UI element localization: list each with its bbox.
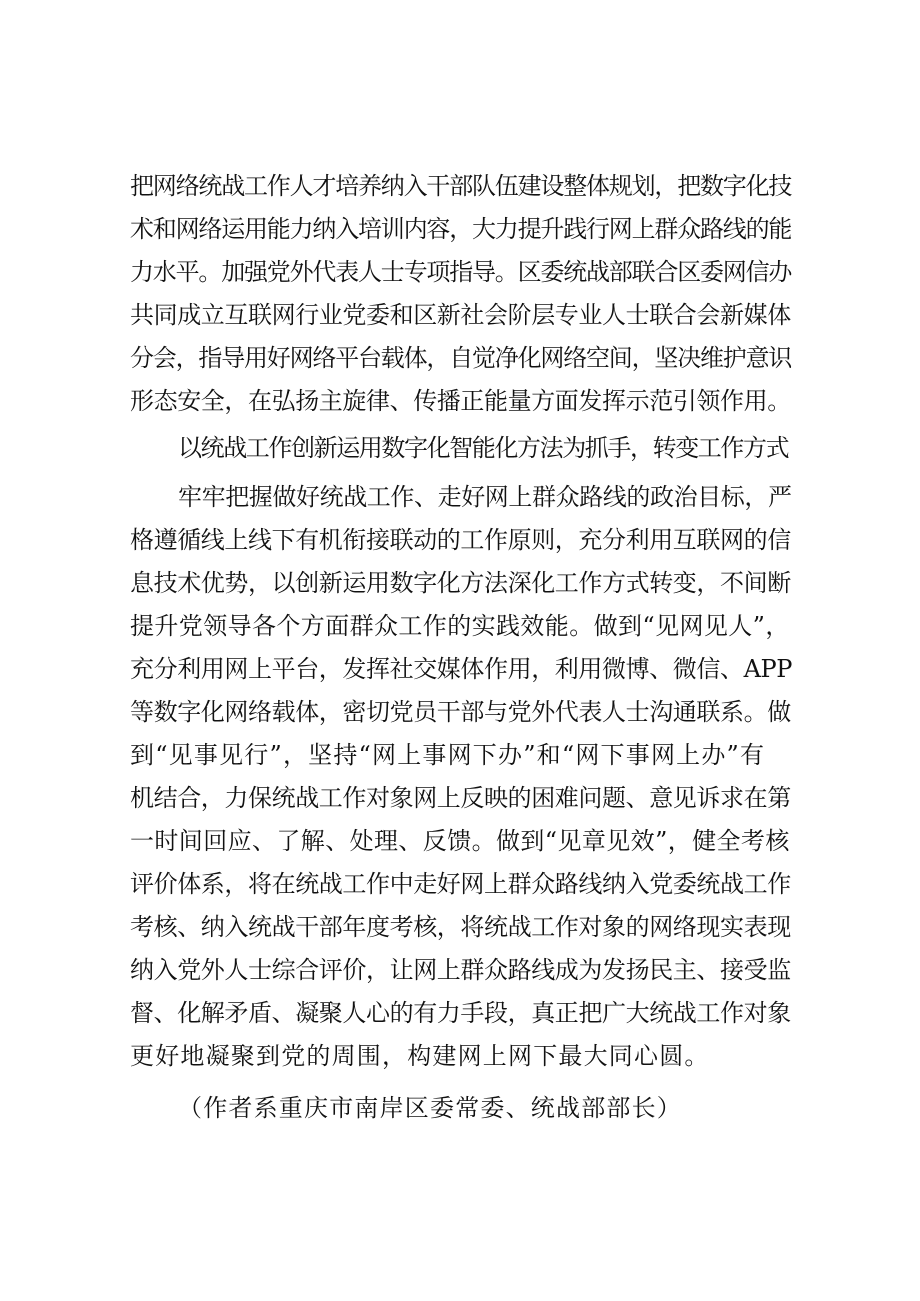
text-line: 格遵循线上线下有机衔接联动的工作原则，充分利用互联网的信 [130, 526, 791, 554]
text-line: 形态安全，在弘扬主旋律、传播正能量方面发挥示范引领作用。 [130, 387, 791, 415]
text-line: 一时间回应、了解、处理、反馈。做到“见章见效”，健全考核 [130, 827, 790, 855]
text-line: 考核、纳入统战干部年度考核，将统战工作对象的网络现实表现 [130, 913, 791, 941]
text-line: 把网络统战工作人才培养纳入干部队伍建设整体规划，把数字化技 [130, 172, 792, 200]
text-line: 共同成立互联网行业党委和区新社会阶层专业人士联合会新媒体 [130, 301, 791, 329]
author-note: （作者系重庆市南岸区委常委、统战部部长） [178, 1094, 682, 1122]
text-line: 更好地凝聚到党的周围，构建网上网下最大同心圆。 [130, 1042, 710, 1070]
text-line: 充分利用网上平台，发挥社交媒体作用，利用微博、微信、APP [130, 655, 793, 683]
text-line: 息技术优势，以创新运用数字化方法深化工作方式转变，不间断 [130, 569, 791, 597]
text-line: 机结合，力保统战工作对象网上反映的困难问题、意见诉求在第 [130, 784, 791, 812]
text-line: 提升党领导各个方面群众工作的实践效能。做到“见网见人”， [130, 612, 790, 640]
text-line: 牢牢把握做好统战工作、走好网上群众路线的政治目标，严 [178, 483, 792, 511]
text-line: 力水平。加强党外代表人士专项指导。区委统战部联合区委网信办 [130, 258, 792, 286]
text-line: 等数字化网络载体，密切党员干部与党外代表人士沟通联系。做 [130, 698, 791, 726]
text-line: 到“见事见行”，坚持“网上事网下办”和“网下事网上办”有 [130, 741, 766, 769]
section-heading: 以统战工作创新运用数字化智能化方法为抓手，转变工作方式 [178, 434, 789, 462]
text-line: 评价体系，将在统战工作中走好网上群众路线纳入党委统战工作 [130, 870, 791, 898]
text-line: 术和网络运用能力纳入培训内容，大力提升践行网上群众路线的能 [130, 215, 792, 243]
text-line: 督、化解矛盾、凝聚人心的有力手段，真正把广大统战工作对象 [130, 999, 791, 1027]
text-line: 分会，指导用好网络平台载体，自觉净化网络空间，坚决维护意识 [130, 344, 792, 372]
text-line: 纳入党外人士综合评价，让网上群众路线成为发扬民主、接受监 [130, 956, 791, 984]
